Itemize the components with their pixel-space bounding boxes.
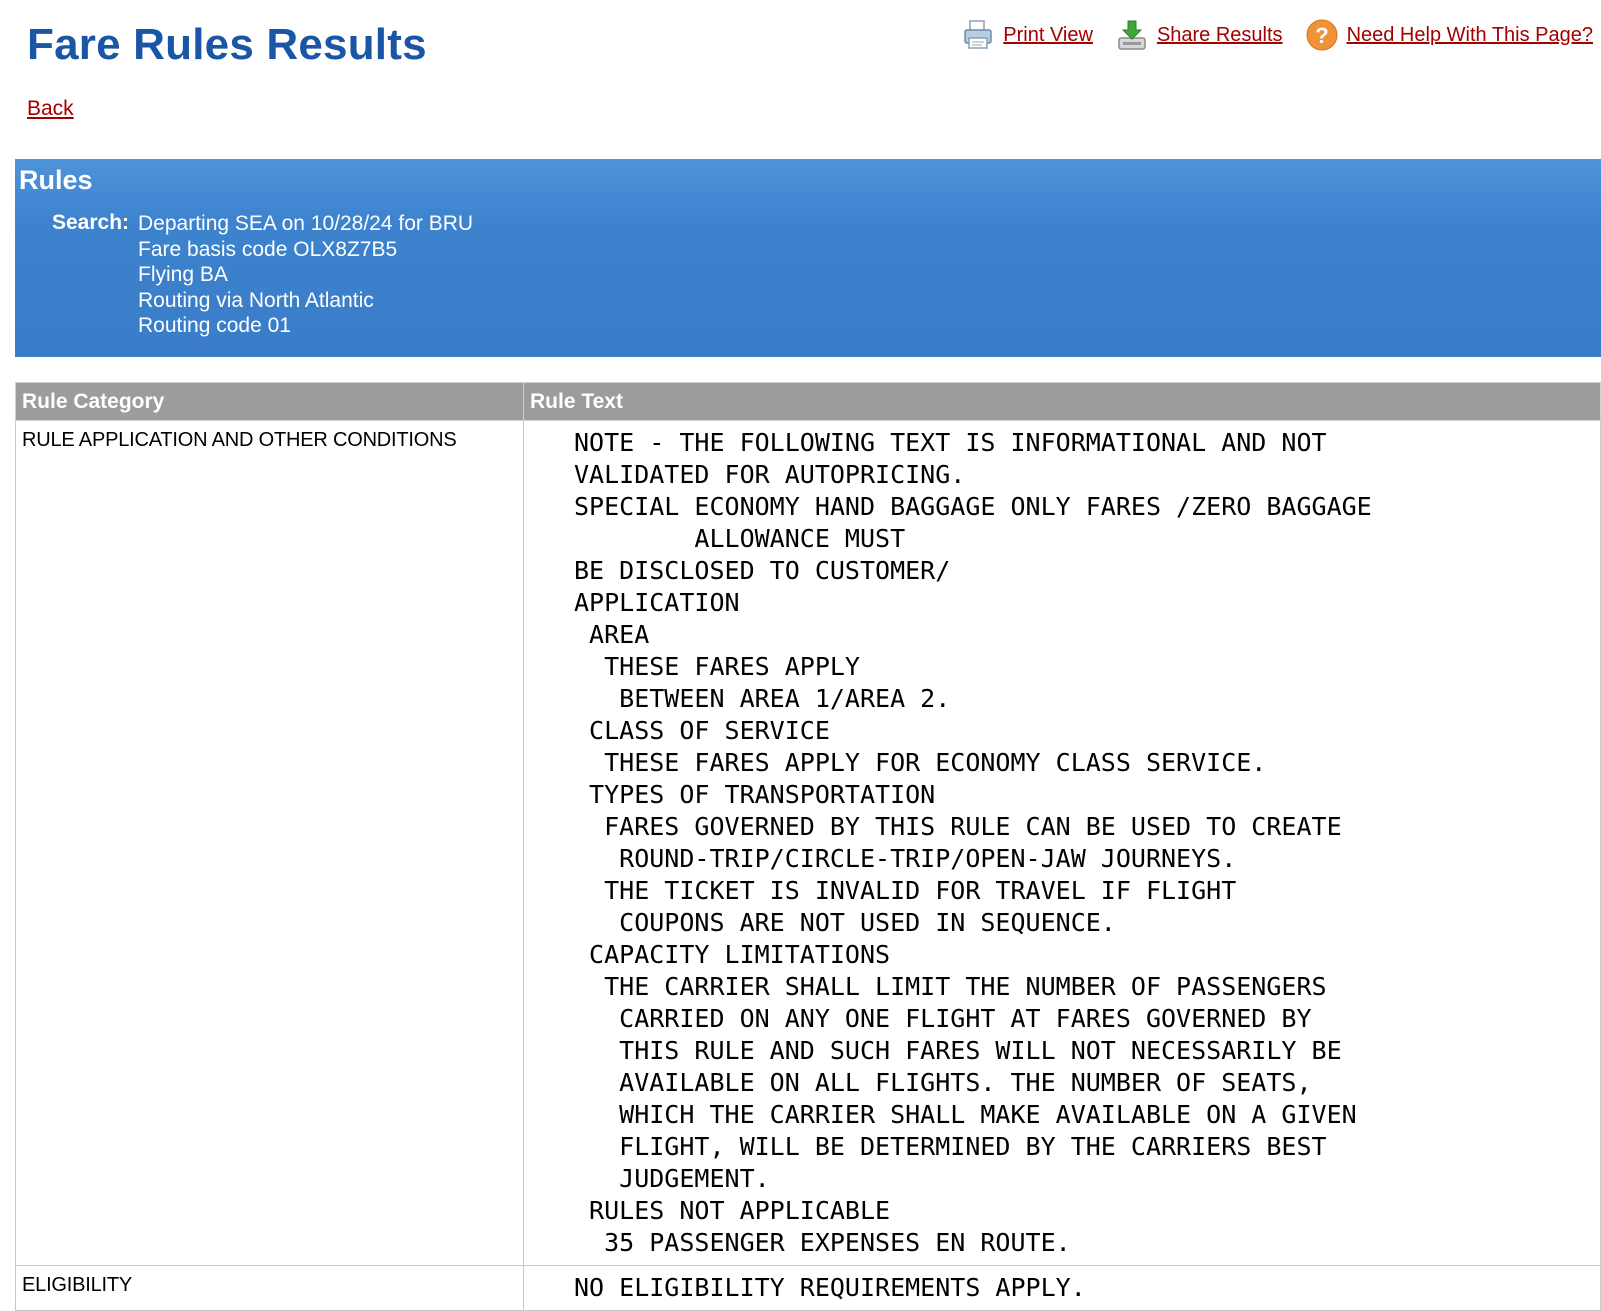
fare-rules-table — [15, 382, 1601, 1311]
table-row — [16, 1266, 1601, 1311]
rule-text: NOTE - THE FOLLOWING TEXT IS INFORMATIONAL AND NOT VALIDATED FOR AUTOPRICING. SPECIAL ECONOMY HAND BAGGAGE ONLY FARES /ZERO BAGGAGE ALLOWANCE MUST BE DISCLOSED TO CUSTOMER/ APPLICATION AREA THESE FARES APPLY BETWEEN AREA 1/AREA 2. CLASS OF SERVICE THESE FARES APPLY FOR ECONOMY CLASS SERVICE. TYPES OF TRANSPORTATION FARES GOVERNED BY THIS RULE CAN BE USED TO CREATE ROUND-TRIP/CIRCLE-TRIP/OPEN-JAW JOURNEYS. THE TICKET IS INVALID FOR TRAVEL IF FLIGHT COUPONS ARE NOT USED IN SEQUENCE. CAPACITY LIMITATIONS THE CARRIER SHALL LIMIT THE NUMBER OF PASSENGERS CARRIED ON ANY ONE FLIGHT AT FARES GOVERNED BY THIS RULE AND SUCH FARES WILL NOT NECESSARILY BE AVAILABLE ON ALL FLIGHTS. THE NUMBER OF SEATS, WHICH THE CARRIER SHALL MAKE AVAILABLE ON A GIVEN FLIGHT, WILL BE DETERMINED BY THE CARRIERS BEST JUDGEMENT. RULES NOT APPLICABLE 35 PASSENGER EXPENSES EN ROUTE. — [574, 428, 1372, 1257]
rule-category-cell: RULE APPLICATION AND OTHER CONDITIONS — [16, 421, 524, 1266]
search-label: Search: — [52, 211, 130, 234]
search-detail-routing: Routing via North Atlantic — [138, 288, 374, 312]
page-title: Fare Rules Results — [27, 20, 427, 69]
column-header-rule-category: Rule Category — [16, 383, 524, 421]
table-row — [16, 421, 1601, 1266]
svg-text:?: ? — [1314, 23, 1329, 48]
rule-category-cell: ELIGIBILITY — [16, 1266, 524, 1311]
rules-search-panel — [15, 159, 1601, 357]
download-share-icon — [1115, 18, 1149, 52]
search-detail-routing-code: Routing code 01 — [138, 314, 291, 337]
rule-text-cell — [524, 421, 1601, 1266]
column-header-rule-text: Rule Text — [524, 383, 1601, 421]
page-toolbar — [939, 18, 1593, 52]
table-header-row — [16, 383, 1601, 421]
help-link[interactable] — [1305, 18, 1593, 52]
rule-text-cell — [524, 1266, 1601, 1311]
rule-text: NO ELIGIBILITY REQUIREMENTS APPLY. — [574, 1273, 1086, 1302]
help-label: Need Help With This Page? — [1346, 23, 1593, 46]
share-results-link[interactable] — [1115, 18, 1283, 52]
question-mark-icon — [1305, 18, 1339, 52]
search-detail-carrier: Flying BA — [138, 263, 228, 286]
print-view-label: Print View — [1003, 23, 1093, 46]
search-detail-route: Departing SEA on 10/28/24 for BRU — [138, 212, 474, 235]
print-view-link[interactable] — [961, 18, 1093, 52]
share-results-label: Share Results — [1156, 23, 1283, 46]
printer-icon — [961, 18, 995, 52]
back-link[interactable]: Back — [27, 97, 74, 120]
rules-heading: Rules — [19, 165, 93, 195]
search-details — [138, 211, 473, 339]
search-detail-fare-basis: Fare basis code OLX8Z7B5 — [138, 237, 398, 261]
